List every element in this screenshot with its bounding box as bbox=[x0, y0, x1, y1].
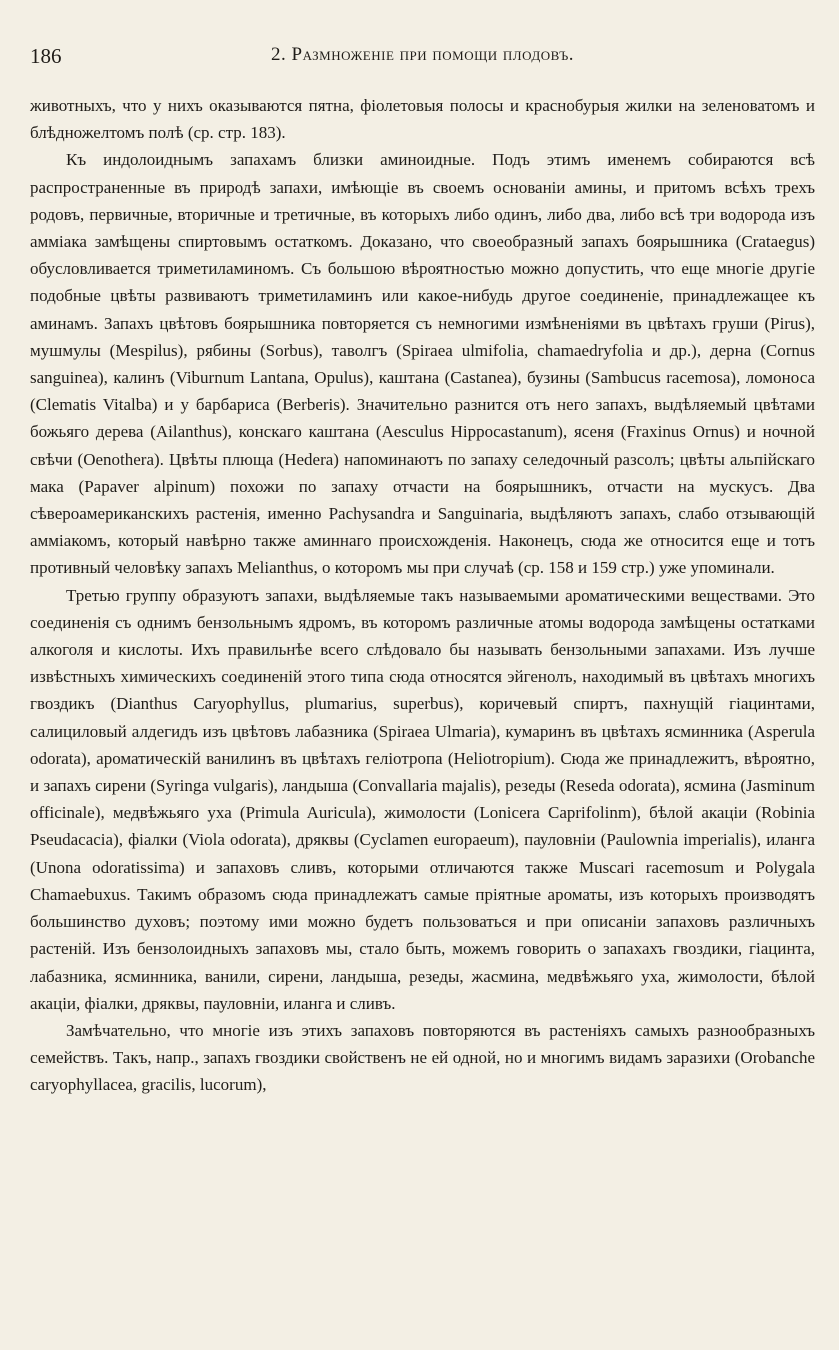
paragraph-continuation: животныхъ, что у нихъ оказываются пятна, фіолетовыя полосы и краснобурыя жилки на зеленоватомъ и блѣдножелтомъ полѣ (ср. стр. 183). bbox=[30, 96, 815, 143]
paragraph-aminoid-scents: Къ индолоиднымъ запахамъ близки аминоидные. Подъ этимъ именемъ собираются всѣ распространенные въ природѣ запахи, имѣющіе въ своемъ основаніи амины, и притомъ всѣхъ трехъ родовъ, первичные, вторичные и третичные, въ которыхъ либо одинъ, либо два, либо всѣ три водорода изъ амміака замѣщены спиртовымъ остаткомъ. Доказано, что своеобразный запахъ боярышника (Crataegus) обусловливается триметиламиномъ. Съ большою вѣроятностью можно допустить, что еще многіе другіе подобные цвѣты развиваютъ триметиламинъ или какое-нибудь другое соединеніе, принадлежащее къ аминамъ. Запахъ цвѣтовъ боярышника повторяется съ немногими измѣненіями въ цвѣтахъ груши (Pirus), мушмулы (Mespilus), рябины (Sorbus), таволгъ (Spiraea ulmifolia, chamaedryfolia и др.), дерна (Cornus sanguinea), калинъ (Viburnum Lantana, Opulus), каштана (Castanea), бузины (Sambucus racemosa), ломоноса (Clematis Vitalba) и у барбариса (Berberis). Значительно разнится отъ него запахъ, выдѣляемый цвѣтами божьяго дерева (Ailanthus), конскаго каштана (Aesculus Hippocastanum), ясеня (Fraxinus Ornus) и ночной свѣчи (Oenothera). Цвѣты плюща (Hedera) напоминаютъ по запаху селедочный разсолъ; цвѣты альпійскаго мака (Papaver alpinum) похожи по запаху отчасти на боярышникъ, отчасти на мускусъ. Два сѣвероамериканскихъ растенія, именно Pachysandra и Sanguinaria, выдѣляютъ запахъ, слабо отзывающій амміакомъ, который навѣрно также аминнаго происхожденія. Наконецъ, сюда же относится еще и тотъ противный человѣку запахъ Melianthus, о которомъ мы при случаѣ (ср. 158 и 159 стр.) уже упоминали. bbox=[30, 150, 815, 578]
paragraph-repeated-scents: Замѣчательно, что многіе изъ этихъ запаховъ повторяются въ растеніяхъ самыхъ разнообразныхъ семействъ. Такъ, напр., запахъ гвоздики свойственъ не ей одной, но и многимъ видамъ заразихи (Orobanche caryophyllacea, gracilis, lucorum), bbox=[30, 1020, 815, 1095]
paragraph-benzoloid-scents: Третью группу образуютъ запахи, выдѣляемые такъ называемыми ароматическими веществами. Это соединенія съ однимъ бензольнымъ ядромъ, въ которомъ различные атомы водорода замѣщены остатками алкоголя и кислоты. Ихъ правильнѣе всего слѣдовало бы называть бензольными запахами. Изъ лучше извѣстныхъ химическихъ соединеній этого типа сюда относятся эйгенолъ, находимый въ цвѣтахъ многихъ гвоздикъ (Dianthus Caryophyllus, plumarius, superbus), коричевый спиртъ, пахнущій гіацинтами, салициловый алдегидъ изъ цвѣтовъ лабазника (Spiraea Ulmaria), кумаринъ въ цвѣтахъ ясминника (Asperula odorata), ароматическій ванилинъ въ цвѣтахъ геліотропа (Heliotropium). Сюда же принадлежитъ, вѣроятно, и запахъ сирени (Syringa vulgaris), ландыша (Convallaria majalis), резеды (Reseda odorata), ясмина (Jasminum officinale), медвѣжьяго уха (Primula Auricula), жимолости (Lonicera Caprifolinm), бѣлой акаціи (Robinia Pseudacacia), фіалки (Viola odorata), дряквы (Cyclamen europaeum), пауловніи (Paulownia imperialis), иланга (Unona odoratissima) и запаховъ сливъ, которыми отличаются также Muscari racemosum и Polygala Chamaebuxus. Такимъ образомъ сюда принадлежатъ самые пріятные ароматы, изъ которыхъ производятъ большинство духовъ; поэтому ими можно будетъ пользоваться и при описаніи запаховъ различныхъ растеній. Изъ бензолоидныхъ запаховъ мы, стало быть, можемъ говорить о запахахъ гвоздики, гіацинта, лабазника, ясминника, ванили, сирени, ландыша, резеды, жасмина, медвѣжьяго уха, жимолости, бѣлой акаціи, фіалки, дряквы, пауловніи, иланга и сливъ. bbox=[30, 585, 815, 1013]
running-title: 2. Размноженіе при помощи плодовъ. bbox=[271, 44, 574, 65]
page-header bbox=[30, 44, 815, 74]
body-text bbox=[30, 92, 815, 1099]
page-number: 186 bbox=[30, 44, 62, 68]
